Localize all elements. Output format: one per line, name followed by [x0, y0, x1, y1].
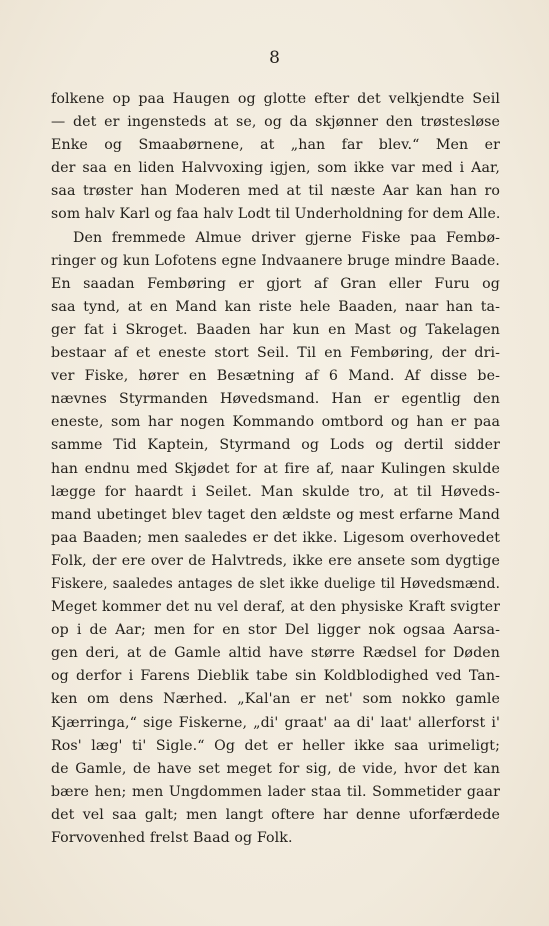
- text-line: bestaar af et eneste stort Seil. Til en Fembøring, der dri-: [51, 345, 500, 362]
- text-line: nævnes Styrmanden Høvedsmand. Han er egentlig den: [51, 391, 500, 408]
- text-line: Meget kommer det nu vel deraf, at den physiske Kraft svigter: [51, 599, 500, 616]
- text-line: Kjærringa,“ sige Fiskerne, „di' graat' aa di' laat' allerforst i': [51, 714, 500, 731]
- text-line: paa Baaden; men saaledes er det ikke. Ligesom overhovedet: [51, 529, 500, 546]
- text-line: ringer og kun Lofotens egne Indvaanere bruge mindre Baade.: [51, 252, 500, 269]
- text-line: det vel saa galt; men langt oftere har denne uforfærdede: [51, 806, 500, 823]
- text-line: eneste, som har nogen Kommando omtbord og han er paa: [51, 414, 500, 431]
- text-line: Folk, der ere over de Halvtreds, ikke ere ansete som dygtige: [51, 552, 500, 569]
- text-line: ken om dens Nærhed. „Kal'an er net' som nokko gamle: [51, 691, 500, 708]
- text-line: Forvovenhed frelst Baad og Folk.: [51, 830, 293, 846]
- text-line: — det er ingensteds at se, og da skjønner den trøstesløse: [51, 114, 500, 131]
- text-line: han endnu med Skjødet for at fire af, naar Kulingen skulde: [51, 460, 500, 477]
- text-line: de Gamle, de have set meget for sig, de vide, hvor det kan: [51, 760, 500, 777]
- text-line: bære hen; men Ungdommen lader staa til. Sommetider gaar: [51, 783, 500, 800]
- body-text: [51, 88, 500, 850]
- text-line: der saa en liden Halvvoxing igjen, som ikke var med i Aar,: [51, 160, 500, 177]
- text-line: Fiskere, saaledes antages de slet ikke duelige til Høvedsmænd.: [51, 575, 500, 592]
- text-line: ver Fiske, hører en Besætning af 6 Mand. Af disse be-: [51, 368, 500, 385]
- text-line: Den fremmede Almue driver gjerne Fiske paa Fembø-: [73, 229, 500, 246]
- text-line: Ros' læg' ti' Sigle.“ Og det er heller ikke saa urimeligt;: [51, 737, 500, 754]
- text-line: samme Tid Kaptein, Styrmand og Lods og dertil sidder: [51, 437, 500, 454]
- page-number: 8: [269, 48, 280, 68]
- text-line: og derfor i Farens Dieblik tabe sin Koldblodighed ved Tan-: [51, 668, 500, 685]
- text-line: som halv Karl og faa halv Lodt til Underholdning for dem Alle.: [51, 206, 500, 223]
- text-line: En saadan Fembøring er gjort af Gran eller Furu og: [51, 275, 500, 292]
- text-line: mand ubetinget blev taget den ældste og mest erfarne Mand: [51, 506, 500, 523]
- text-line: ger fat i Skroget. Baaden har kun en Mast og Takelagen: [51, 321, 500, 338]
- text-line: saa trøster han Moderen med at til næste Aar kan han ro: [51, 183, 500, 200]
- text-line: folkene op paa Haugen og glotte efter det velkjendte Seil: [51, 91, 500, 107]
- text-line: gen deri, at de Gamle altid have større Rædsel for Døden: [51, 645, 500, 662]
- text-line: saa tynd, at en Mand kan riste hele Baaden, naar han ta-: [51, 298, 500, 315]
- text-line: Enke og Smaabørnene, at „han far blev.“ Men er: [51, 137, 500, 154]
- text-line: op i de Aar; men for en stor Del ligger nok ogsaa Aarsa-: [51, 622, 500, 639]
- text-line: lægge for haardt i Seilet. Man skulde tro, at til Høveds-: [51, 483, 500, 500]
